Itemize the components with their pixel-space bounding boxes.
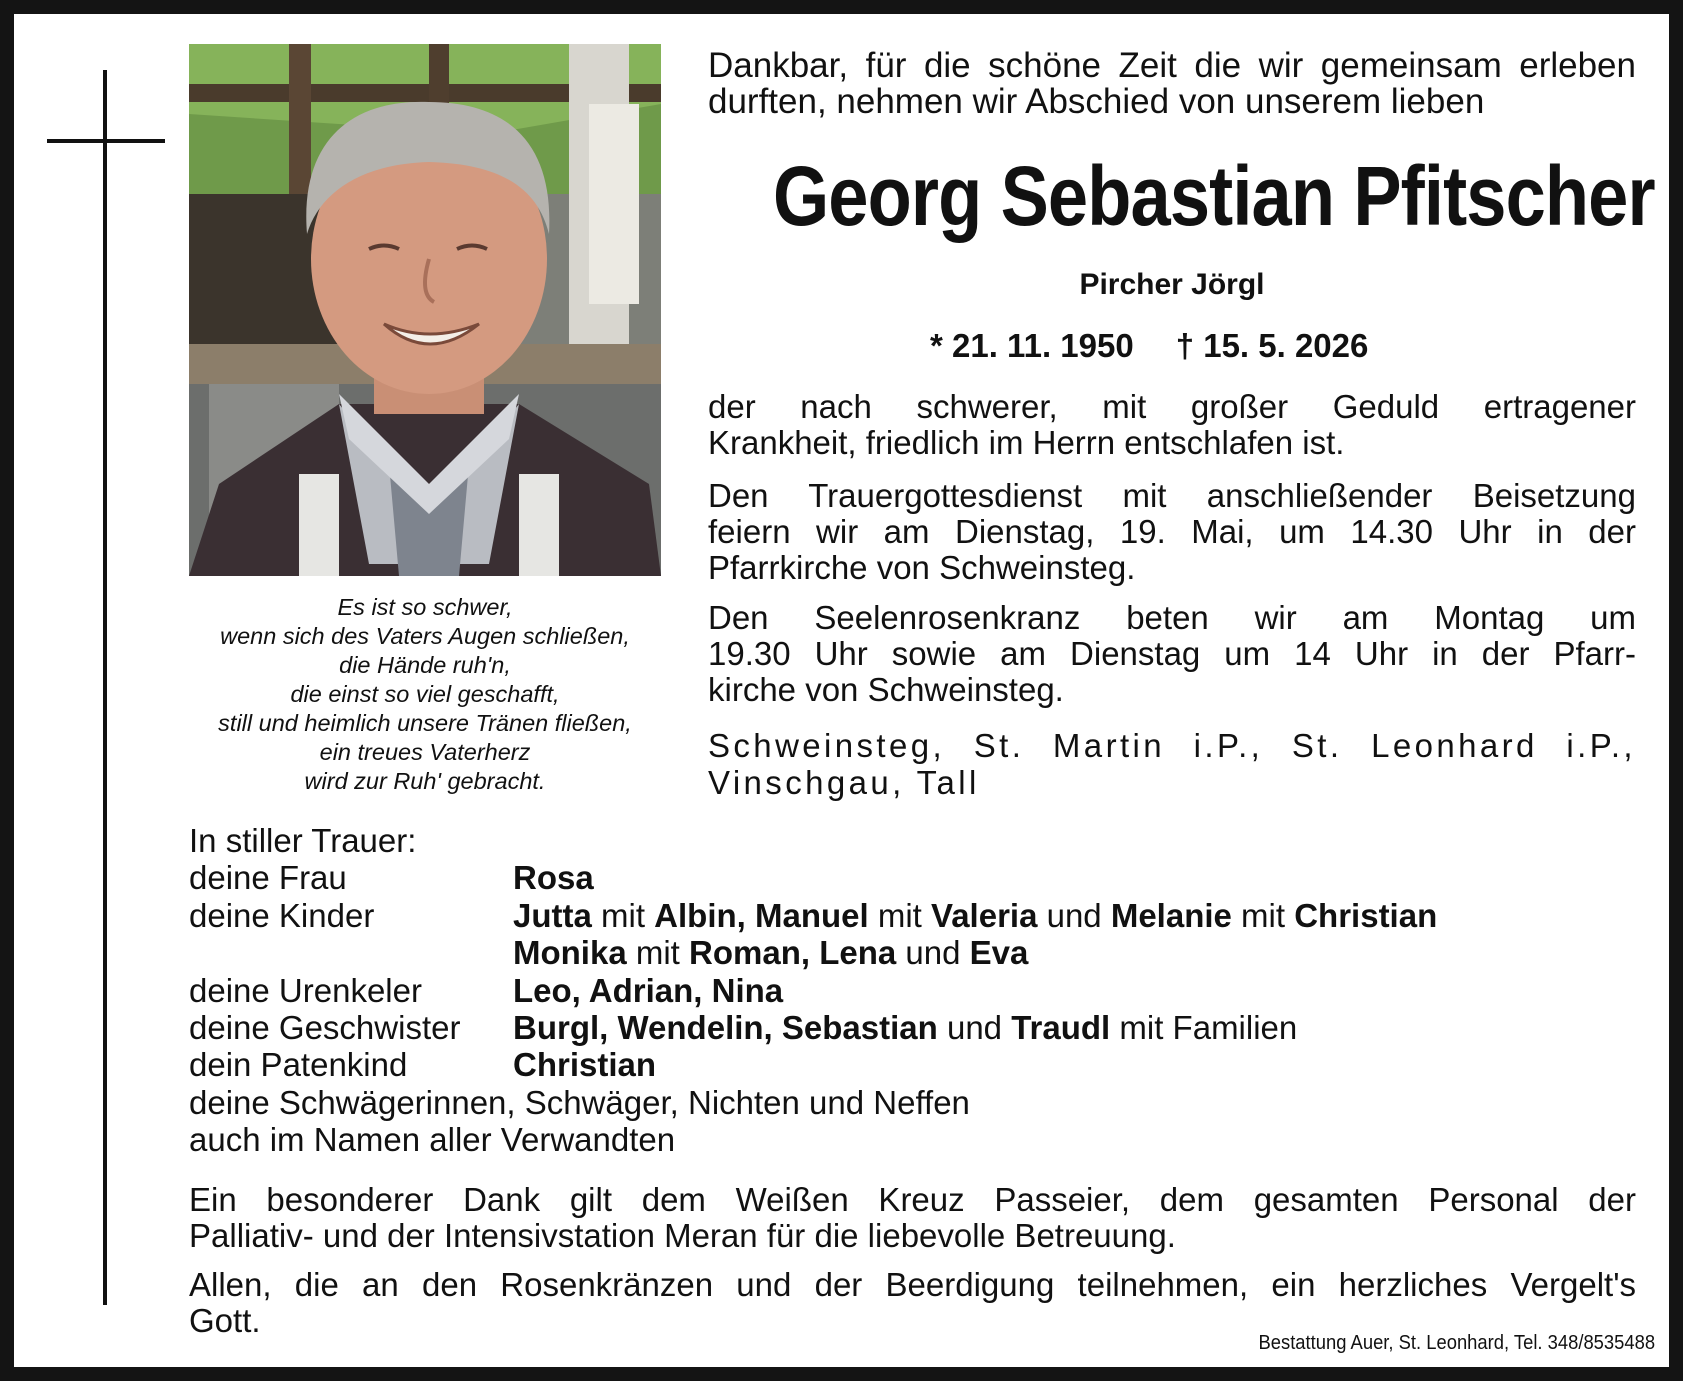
name: Traudl [1011, 1008, 1111, 1046]
text-line: Den Trauergottesdienst mit anschließender Beisetzung [708, 477, 1636, 514]
connector: mit [1231, 896, 1295, 934]
name: Melanie [1110, 896, 1232, 934]
poem [180, 593, 670, 796]
cross-horizontal-bar [47, 139, 165, 143]
deceased-nickname: Pircher Jörgl [1079, 268, 1265, 301]
funeral-home-footer: Bestattung Auer, St. Leonhard, Tel. 348/8535488 [1258, 1332, 1655, 1354]
poem-line: ein treues Vaterherz [319, 739, 531, 765]
connector: und [896, 934, 970, 972]
funeral-info [708, 478, 1636, 586]
intro-text [708, 48, 1636, 120]
name: Roman, Lena [689, 934, 897, 972]
portrait-photo [189, 44, 661, 576]
connector: mit Familien [1110, 1008, 1298, 1046]
text-line: Den Seelenrosenkranz beten wir am Montag um [708, 599, 1636, 636]
siblings-line [513, 1009, 1297, 1046]
text-line: Allen, die an den Rosenkränzen und der Beerdigung teilnehmen, ein herzliches Vergelt's [189, 1266, 1636, 1303]
places-line: Vinschgau, Tall [708, 764, 980, 801]
text-line: der nach schwerer, mit großer Geduld ertragener [708, 388, 1636, 425]
name: Jutta [513, 896, 592, 934]
thanks-text-2 [189, 1267, 1636, 1339]
rosary-info [708, 600, 1636, 708]
birth-date: * 21. 11. 1950 [930, 327, 1134, 364]
death-date: † 15. 5. 2026 [1175, 327, 1369, 364]
places-line: Schweinsteg, St. Martin i.P., St. Leonhard i.P., [708, 727, 1636, 764]
children-line [513, 897, 1437, 934]
text-line: 19.30 Uhr sowie am Dienstag um 14 Uhr in der Pfarr- [708, 635, 1636, 672]
cross-vertical-bar [103, 70, 107, 1305]
mourners-heading: In stiller Trauer: [189, 822, 417, 859]
life-dates [930, 326, 1368, 366]
poem-line: wenn sich des Vaters Augen schließen, [220, 623, 630, 649]
poem-line: die Hände ruh'n, [339, 652, 511, 678]
text-line: Ein besonderer Dank gilt dem Weißen Kreuz Passeier, dem gesamten Personal der [189, 1181, 1636, 1218]
wife-name: Rosa [513, 859, 594, 897]
relation-label: deine Urenkeler [189, 971, 422, 1009]
thanks-text [189, 1182, 1636, 1254]
connector: mit [626, 934, 690, 972]
text-line: Krankheit, friedlich im Herrn entschlafen ist. [708, 424, 1345, 461]
godchild-name: Christian [513, 1046, 657, 1084]
relation-label: deine Geschwister [189, 1008, 461, 1046]
death-notice-text [708, 389, 1636, 461]
intro-line: durften, nehmen wir Abschied von unserem lieben [708, 82, 1485, 121]
inlaws-line: deine Schwägerinnen, Schwäger, Nichten und Neffen [189, 1083, 970, 1121]
text-line: feiern wir am Dienstag, 19. Mai, um 14.30 Uhr in der [708, 513, 1636, 550]
poem-line: wird zur Ruh' gebracht. [304, 768, 546, 794]
name: Valeria [931, 896, 1038, 934]
text-line: Palliativ- und der Intensivstation Meran für die liebevolle Betreuung. [189, 1217, 1176, 1254]
name: Burgl, Wendelin, Sebastian [513, 1008, 938, 1046]
deceased-name: Georg Sebastian Pfitscher [772, 149, 1655, 243]
poem-line: still und heimlich unsere Tränen fließen, [218, 710, 632, 736]
poem-line: Es ist so schwer, [337, 594, 513, 620]
name: Eva [969, 934, 1029, 972]
relation-label: deine Frau [189, 859, 347, 897]
poem-line: die einst so viel geschafft, [290, 681, 560, 707]
text-line: Pfarrkirche von Schweinsteg. [708, 549, 1136, 586]
great-grandchildren-names: Leo, Adrian, Nina [513, 971, 784, 1009]
connector: und [937, 1008, 1012, 1046]
relation-label: dein Patenkind [189, 1046, 408, 1084]
name: Christian [1294, 896, 1438, 934]
connector: und [1037, 896, 1111, 934]
text-line: Gott. [189, 1302, 261, 1339]
connector: mit [591, 896, 655, 934]
places [708, 727, 1636, 801]
relation-label: deine Kinder [189, 896, 375, 934]
name: Albin, Manuel [654, 896, 869, 934]
relatives-line: auch im Namen aller Verwandten [189, 1121, 676, 1159]
children-line [513, 934, 1028, 971]
name: Monika [513, 934, 627, 972]
text-line: kirche von Schweinsteg. [708, 671, 1064, 708]
intro-line: Dankbar, für die schöne Zeit die wir gemeinsam erleben [708, 46, 1636, 85]
connector: mit [868, 896, 931, 934]
